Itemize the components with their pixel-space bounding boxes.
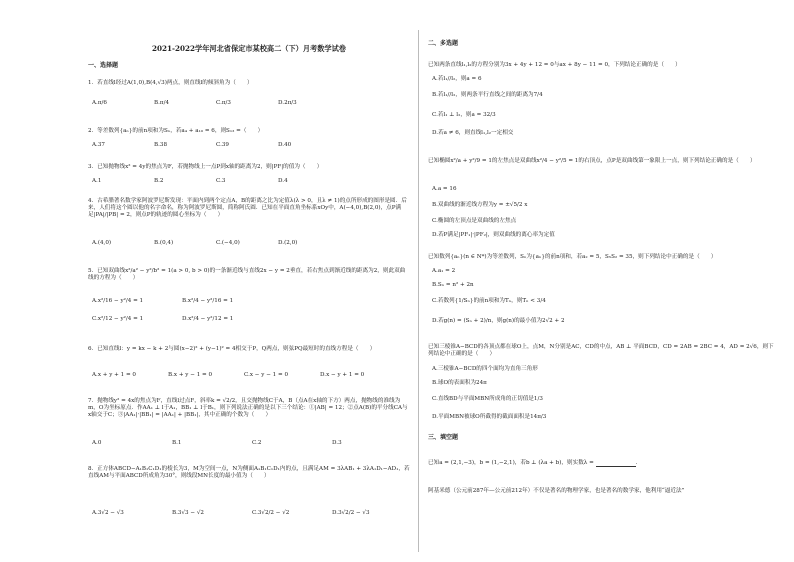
- question-1: 1．若直线l经过A(1,0),B(4,√3)两点，则直线l的倾斜角为（ ）: [88, 80, 253, 86]
- option: B.双曲线的渐近线方程为y = ±√5/2 x: [432, 202, 528, 208]
- question-8: 8．正方体ABCD−A₁B₁C₁D₁的棱长为3，M为空间一点，N为侧面A₁B₁C₁D₁内的点，且满足AM = 3λAB₁ + 3λA₁D₁−AD₁，若直线AM与平面ABCD所成角为30°，则线段MN长度的最小值为（ ）: [88, 466, 410, 479]
- option: B.3√3 − √2: [172, 510, 204, 516]
- question-4-options: [92, 240, 340, 247]
- option: D.x − y + 1 = 0: [320, 372, 365, 378]
- question-11: 已知数列{aₙ}(n ∈ N*)为等差数列，Sₙ为{aₙ}的前n项和，若a₂ = 5，S₅S₂ = 35，则下列结论中正确的是（ ）: [428, 254, 717, 260]
- option: C.3: [216, 178, 226, 184]
- option: A.π/6: [92, 100, 107, 106]
- option: C.x − y − 1 = 0: [244, 372, 289, 378]
- option: C.2: [252, 440, 262, 446]
- question-5-options: [92, 298, 272, 323]
- option: B.x + y − 1 = 0: [168, 372, 213, 378]
- question-7-options: [92, 440, 412, 447]
- option: B.Sₙ = n² + 2n: [432, 282, 474, 288]
- column-divider: [418, 30, 419, 552]
- option: C.π/3: [216, 100, 231, 106]
- question-13: 已知a = (2,1,−3)，b = (1,−2,1)，若b ⊥ (λa + b)，则实数λ = ．: [428, 460, 642, 466]
- option: D.3: [332, 440, 342, 446]
- option: C.若数列{1/Sₙ}的前n项和为Tₙ，则Tₙ < 3/4: [432, 298, 546, 304]
- option: B.x²/4 − y²/16 = 1: [182, 298, 234, 304]
- option: C.椭圆的左顶点是双曲线的左焦点: [432, 218, 517, 224]
- question-1-options: [92, 100, 340, 107]
- option: D.(2,0): [278, 240, 298, 246]
- option: C.x²/12 − y²/4 = 1: [92, 316, 144, 322]
- question-9: 已知两条直线l₁,l₂的方程分别为3x + 4y + 12 = 0与ax + 8y − 11 = 0，下列结论正确的是（ ）: [428, 62, 681, 68]
- question-7: 7．抛物线y² = 4x的焦点为F，直线l过点F，斜率k = √2/2，且交抛物线C于A，B（点A在x轴的下方）两点，抛物线的准线为m，O为坐标原点．作AA₁ ⊥ l于A₁，BB₁ ⊥ l于B₁，则下列说法正确的是以下三个结论：①|AB| = 12；②点A(B)的平分线CA与x轴交于C；③|AA₁|·|BB₁| = |AA₁| + |BB₁|，其中正确的个数为（ ）: [88, 398, 408, 418]
- option: B.若l₁//l₂，则两条平行直线之间的距离为7/4: [432, 92, 543, 98]
- question-14: 阿基米德（公元前287年—公元前212年）不仅是著名的物理学家，也是著名的数学家，他利用“逼近法”: [428, 488, 685, 494]
- question-4: 4．古希腊著名数学家阿波罗尼斯发现：平面内到两个定点A，B的距离之比为定值λ(λ > 0，且λ ≠ 1)的点所形成的图形是圆．后来，人们将这个圆以他的名字命名，称为阿波罗尼斯圆，简称阿氏圆．已知在平面直角坐标系xOy中，A(−4,0),B(2,0)，点P满足|PA|/|PB| = 2，则点P的轨迹的圆心坐标为（ ）: [88, 198, 407, 218]
- section-fill-heading: 三、填空题: [428, 434, 459, 441]
- option: C.3√2/2 − √2: [252, 510, 290, 516]
- question-8-options: [92, 510, 412, 517]
- option: A.a₁ = 2: [432, 268, 456, 274]
- option: A.x + y + 1 = 0: [92, 372, 136, 378]
- question-13-text: 已知a = (2,1,−3)，b = (1,−2,1)，若b ⊥ (λa + b)，则实数λ =: [428, 460, 594, 466]
- question-6-options: [92, 372, 396, 379]
- option: D.若P满足|PF₁|·|PF₂|，则双曲线的离心率为定值: [432, 232, 555, 238]
- option: A.若l₁//l₂，则a = 6: [432, 76, 482, 82]
- answer-blank: [596, 461, 636, 467]
- option: A.三棱锥A−BCD的四个面均为直角三角形: [432, 366, 538, 372]
- option: D.若a ≠ 6，则直线l₁,l₂一定相交: [432, 130, 514, 136]
- option: D.2π/3: [278, 100, 297, 106]
- option: D.x²/4 − y²/12 = 1: [182, 316, 234, 322]
- option: C.直线BD与平面MBN所成角的正切值是1/3: [432, 396, 543, 402]
- question-3: 3．已知抛物线x² = 4y的焦点为F，若抛物线上一点P到x轴的距离为2，则|PF|的值为（ ）: [88, 164, 323, 170]
- question-6: 6．已知直线l：y = kx − k + 2与圆(x−2)² + (y−1)² = 4相交于P，Q两点，则弦PQ最短时的直线方程是（ ）: [88, 346, 376, 352]
- section-multi-heading: 二、多选题: [428, 40, 459, 47]
- option: A.1: [92, 178, 102, 184]
- option: D.若g(n) = (Sₙ + 2)/n，则g(n)的最小值为2√2 + 2: [432, 318, 565, 324]
- question-3-options: [92, 178, 340, 185]
- option: A.0: [92, 440, 102, 446]
- section-choice-heading: 一、选择题: [88, 62, 119, 69]
- option: B.2: [154, 178, 164, 184]
- option: B.(0,4): [154, 240, 174, 246]
- question-2-options: [92, 142, 340, 149]
- option: C.(−4,0): [216, 240, 240, 246]
- question-5: 5．已知双曲线x²/a² − y²/b² = 1(a > 0, b > 0)的一条渐近线与直线2x − y = 2垂直，若右焦点到渐近线的距离为2，则此双曲线的方程为（ ）: [88, 268, 406, 281]
- option: C.若l₁ ⊥ l₂，则a = 32/3: [432, 112, 496, 118]
- question-2: 2．等差数列{aₙ}的前n项和为Sₙ，若a₄ + a₁₀ = 6，则S₁₃ =（ ）: [88, 128, 264, 134]
- question-12: 已知三棱锥A−BCD的各顶点都在球O上，点M，N分别是AC，CD的中点，AB ⊥ 平面BCD，CD = 2AB = 2BC = 4，AD = 2√6，则下列结论中正确的是（ ）: [428, 344, 774, 357]
- page-title: 2021-2022学年河北省保定市某校高二（下）月考数学试卷: [152, 44, 346, 53]
- option: C.39: [216, 142, 229, 148]
- option: B.球O的表面积为24π: [432, 380, 487, 386]
- option: B.1: [172, 440, 182, 446]
- option: A.3√2 − √3: [92, 510, 124, 516]
- option: B.38: [154, 142, 168, 148]
- option: D.平面MBN被球O所截得的截面面积是14π/3: [432, 414, 547, 420]
- option: A.a = 16: [432, 186, 457, 192]
- question-10: 已知椭圆x²/a + y²/9 = 1的左焦点是双曲线x²/4 − y²/5 = 1的右顶点，点P是双曲线第一象限上一点，则下列结论正确的是（ ）: [428, 158, 756, 164]
- option: B.π/4: [154, 100, 170, 106]
- option: A.(4,0): [92, 240, 112, 246]
- option: D.4: [278, 178, 288, 184]
- option: A.x²/16 − y²/4 = 1: [92, 298, 144, 304]
- option: D.3√2/2 − √3: [332, 510, 370, 516]
- option: D.40: [278, 142, 292, 148]
- option: A.37: [92, 142, 105, 148]
